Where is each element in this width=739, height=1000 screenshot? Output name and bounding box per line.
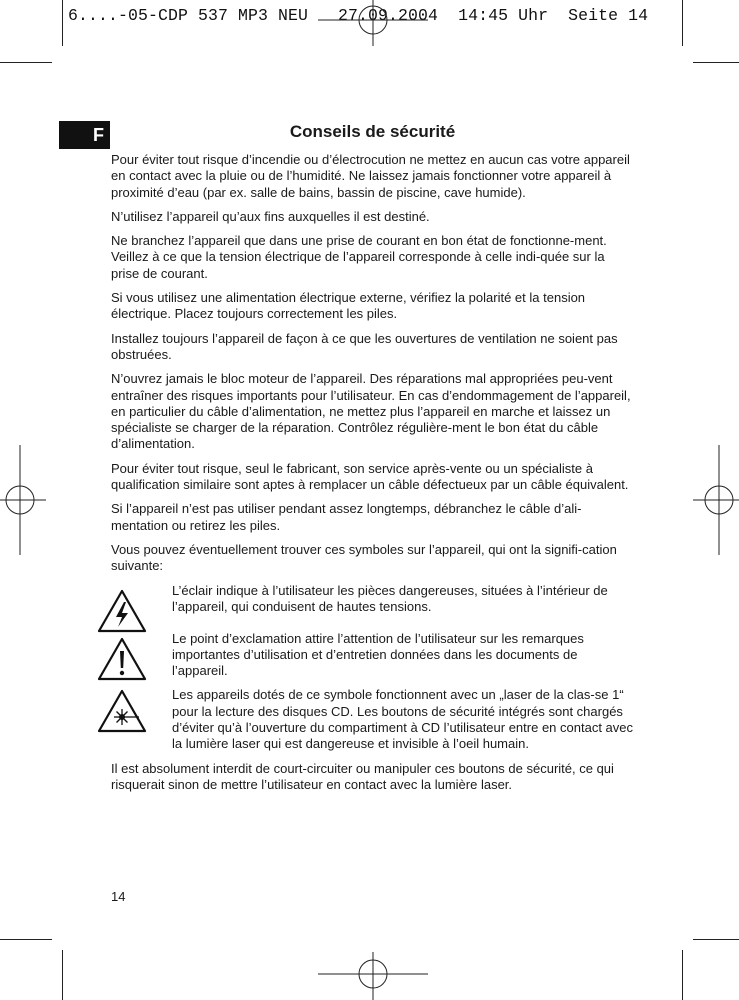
paragraph: N’utilisez l’appareil qu’aux fins auxquelles il est destiné. [111,208,430,224]
safety-instructions [111,152,634,801]
paragraph: Pour éviter tout risque d’incendie ou d’électrocution ne mettez en aucun cas votre appareil en contact avec la pluie ou de l’humidité. Ne laissez jamais fonctionner votre appareil à proximité d’eau (par ex. salle de bains, bassin de piscine, cave humide). [111,152,630,200]
registration-mark-left-icon [0,445,48,555]
registration-mark-top-icon [318,0,428,48]
symbol-laser-row [111,687,634,752]
paragraph: Pour éviter tout risque, seul le fabricant, son service après-vente ou un spécialiste à qualification similaire sont aptes à remplacer un câble défectueux par un câble équivalent. [111,460,629,493]
paragraph: Vous pouvez éventuellement trouver ces symboles sur l’appareil, qui ont la signifi-cation suivante: [111,541,617,574]
crop-mark-top-left-horizontal [0,62,52,63]
closing-paragraph: Il est absolument interdit de court-circuiter ou manipuler ces boutons de sécurité, ce qui risquerait sinon de mettre l’utilisateur en contact avec la lumière laser. [111,760,614,792]
symbol-description: Le point d’exclamation attire l’attention de l’utilisateur sur les remarques importantes d’utilisation et d’entretien données dans les documents de l’appareil. [172,630,584,679]
crop-mark-top-right-vertical [682,0,683,46]
paragraph: Ne branchez l’appareil que dans une prise de courant en bon état de fonctionne-ment. Veillez à ce que la tension électrique de l’appareil corresponde à celle indi-quée sur la prise de courant. [111,233,607,281]
crop-mark-top-left-vertical [62,0,63,46]
symbol-lightning-row [111,583,634,623]
symbol-description: L’éclair indique à l’utilisateur les pièces dangereuses, situées à l’intérieur de l’appareil, qui conduisent de hautes tensions. [172,582,608,614]
registration-mark-bottom-icon [318,950,428,1000]
page-number: 14 [111,889,126,904]
laser-warning-icon [97,689,147,733]
paragraph: Si vous utilisez une alimentation électrique externe, vérifiez la polarité et la tension électrique. Placez toujours correctement les piles. [111,290,586,322]
exclamation-warning-icon [97,637,147,681]
registration-mark-right-icon [693,445,739,555]
paragraph: Installez toujours l’appareil de façon à ce que les ouvertures de ventilation ne soient pas obstruées. [111,330,618,362]
paragraph: Si l’appareil n’est pas utiliser pendant assez longtemps, débranchez le câble d’ali-mentation ou retirez les piles. [111,501,582,533]
paragraph: N’ouvrez jamais le bloc moteur de l’appareil. Des réparations mal appropriées peu-vent entraîner des risques importants pour l’utilisateur. En cas d’endommagement de l’appareil, en particulier du câble d’alimentation, ne mettez plus l’appareil en marche et laissez un spécialiste se charger de la réparation. Contrôlez régulière-ment le bon état du câble d’alimentation. [111,371,631,452]
language-tab: F [59,121,110,149]
crop-mark-bottom-right-horizontal [693,939,739,940]
crop-mark-bottom-left-horizontal [0,939,52,940]
crop-mark-bottom-left-vertical [62,950,63,1000]
crop-mark-bottom-right-vertical [682,950,683,1000]
page-title: Conseils de sécurité [289,122,456,141]
symbol-exclamation-row [111,631,634,680]
print-header-slug: 6....-05-CDP 537 MP3 NEU 27.09.2004 14:45 Uhr Seite 14 [68,6,649,25]
crop-mark-top-right-horizontal [693,62,739,63]
symbol-description: Les appareils dotés de ce symbole fonctionnent avec un „laser de la clas-se 1“ pour la lecture des disques CD. Les boutons de sécurité intégrés sont chargés d’éviter qu’à l’ouverture du compartiment à CD l’utilisateur entre en contact avec la lumière laser qui est dangereuse et invisible à l’oeil humain. [172,687,634,752]
lightning-warning-icon [97,589,147,633]
